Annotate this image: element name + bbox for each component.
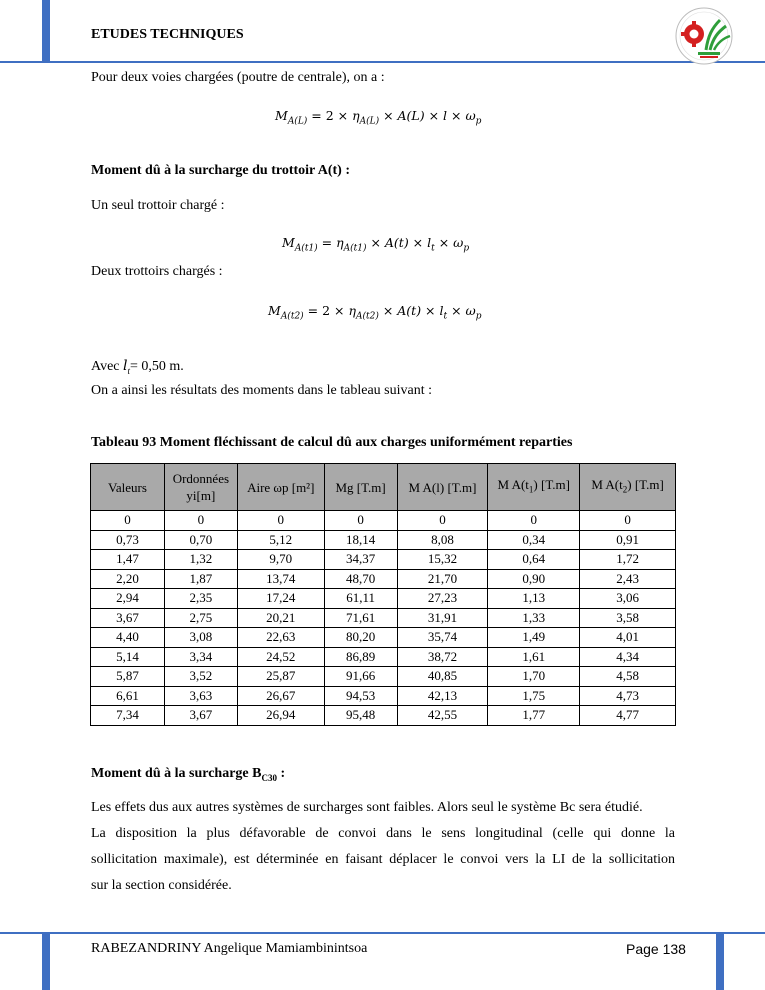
table-cell: 26,94 bbox=[237, 706, 324, 726]
table-cell: 40,85 bbox=[397, 667, 488, 687]
paragraph-bc30 bbox=[91, 795, 675, 899]
table-cell: 2,43 bbox=[580, 569, 676, 589]
table-row bbox=[91, 569, 676, 589]
table-cell: 0,34 bbox=[488, 530, 580, 550]
table-cell: 2,94 bbox=[91, 589, 165, 609]
table-cell: 1,13 bbox=[488, 589, 580, 609]
table-cell: 0 bbox=[580, 511, 676, 531]
table-row bbox=[91, 530, 676, 550]
footer-author: RABEZANDRINY Angelique Mamiambinintsoa bbox=[91, 941, 368, 956]
table-cell: 31,91 bbox=[397, 608, 488, 628]
paragraph-line: sollicitation maximale), est déterminée en faisant déplacer le convoi vers la LI de la sollicitation bbox=[91, 852, 675, 867]
table-cell: 0,90 bbox=[488, 569, 580, 589]
table-cell: 4,40 bbox=[91, 628, 165, 648]
table-cell: 1,87 bbox=[164, 569, 237, 589]
text-resultats: On a ainsi les résultats des moments dans le tableau suivant : bbox=[91, 383, 432, 398]
table-cell: 20,21 bbox=[237, 608, 324, 628]
table-cell: 38,72 bbox=[397, 647, 488, 667]
table-cell: 3,52 bbox=[164, 667, 237, 687]
table-cell: 4,34 bbox=[580, 647, 676, 667]
table-cell: 0 bbox=[488, 511, 580, 531]
intro-text: Pour deux voies chargées (poutre de centrale), on a : bbox=[91, 70, 385, 85]
col-header-valeurs: Valeurs bbox=[91, 464, 165, 511]
table-cell: 1,75 bbox=[488, 686, 580, 706]
table-cell: 24,52 bbox=[237, 647, 324, 667]
table-cell: 3,34 bbox=[164, 647, 237, 667]
table-cell: 26,67 bbox=[237, 686, 324, 706]
table-cell: 3,67 bbox=[91, 608, 165, 628]
table-cell: 42,13 bbox=[397, 686, 488, 706]
header-left-bar bbox=[42, 0, 50, 62]
table-cell: 6,61 bbox=[91, 686, 165, 706]
footer-right-bar bbox=[716, 933, 724, 990]
formula-moment-At2: $M_{A(t2)} = 2 \times \eta_{A(t2)} \times A(t) \times l_t \times \omega_p$ bbox=[268, 303, 482, 322]
table-cell: 2,75 bbox=[164, 608, 237, 628]
table-cell: 0 bbox=[91, 511, 165, 531]
table-row bbox=[91, 667, 676, 687]
footer-page-number: Page 138 bbox=[626, 941, 686, 957]
table-cell: 0 bbox=[237, 511, 324, 531]
paragraph-line: La disposition la plus défavorable de convoi dans le sens longitudinal (celle qui donne la bbox=[91, 826, 675, 841]
table-cell: 3,67 bbox=[164, 706, 237, 726]
table-cell: 3,06 bbox=[580, 589, 676, 609]
formula-moment-AL: $M_{A(L)} = 2 \times \eta_{A(L)} \times A(L) \times l \times \omega_p$ bbox=[275, 108, 482, 127]
table-cell: 35,74 bbox=[397, 628, 488, 648]
text-avec-lt: Avec $l_t= 0,50$ m. bbox=[91, 358, 184, 376]
table-caption: Tableau 93 Moment fléchissant de calcul dû aux charges uniformément reparties bbox=[91, 435, 573, 450]
table-row bbox=[91, 589, 676, 609]
table-cell: 2,35 bbox=[164, 589, 237, 609]
table-cell: 21,70 bbox=[397, 569, 488, 589]
table-cell: 5,87 bbox=[91, 667, 165, 687]
table-cell: 1,49 bbox=[488, 628, 580, 648]
footer-rule bbox=[0, 932, 765, 934]
table-cell: 4,58 bbox=[580, 667, 676, 687]
header-rule bbox=[0, 61, 765, 63]
table-cell: 17,24 bbox=[237, 589, 324, 609]
table-cell: 9,70 bbox=[237, 550, 324, 570]
table-cell: 4,01 bbox=[580, 628, 676, 648]
table-cell: 1,33 bbox=[488, 608, 580, 628]
col-header-ordonnees: Ordonnées yi[m] bbox=[164, 464, 237, 511]
table-cell: 3,58 bbox=[580, 608, 676, 628]
text-seul-trottoir: Un seul trottoir chargé : bbox=[91, 198, 225, 213]
heading-bc30: Moment dû à la surcharge $B_{C30}$ : bbox=[91, 766, 286, 783]
col-header-mg: Mg [T.m] bbox=[324, 464, 397, 511]
table-cell: 13,74 bbox=[237, 569, 324, 589]
table-cell: 80,20 bbox=[324, 628, 397, 648]
table-cell: 1,77 bbox=[488, 706, 580, 726]
table-cell: 0,64 bbox=[488, 550, 580, 570]
table-cell: 91,66 bbox=[324, 667, 397, 687]
table-cell: 0 bbox=[164, 511, 237, 531]
table-row bbox=[91, 608, 676, 628]
table-cell: 22,63 bbox=[237, 628, 324, 648]
table-cell: 25,87 bbox=[237, 667, 324, 687]
table-cell: 0,73 bbox=[91, 530, 165, 550]
table-cell: 95,48 bbox=[324, 706, 397, 726]
formula-moment-At1: $M_{A(t1)} = \eta_{A(t1)} \times A(t) \times l_t \times \omega_p$ bbox=[282, 235, 470, 254]
col-header-mal: M A(l) [T.m] bbox=[397, 464, 488, 511]
table-cell: 86,89 bbox=[324, 647, 397, 667]
table-cell: 27,23 bbox=[397, 589, 488, 609]
table-header-row bbox=[91, 464, 676, 511]
table-cell: 5,14 bbox=[91, 647, 165, 667]
moments-table bbox=[90, 463, 676, 726]
paragraph-line: sur la section considérée. bbox=[91, 878, 232, 893]
footer-left-bar bbox=[42, 933, 50, 990]
table-cell: 1,32 bbox=[164, 550, 237, 570]
table-cell: 3,08 bbox=[164, 628, 237, 648]
table-cell: 1,61 bbox=[488, 647, 580, 667]
table-cell: 71,61 bbox=[324, 608, 397, 628]
table-cell: 61,11 bbox=[324, 589, 397, 609]
table-cell: 0,91 bbox=[580, 530, 676, 550]
table-cell: 15,32 bbox=[397, 550, 488, 570]
table-cell: 94,53 bbox=[324, 686, 397, 706]
table-cell: 18,14 bbox=[324, 530, 397, 550]
table-cell: 48,70 bbox=[324, 569, 397, 589]
table-cell: 8,08 bbox=[397, 530, 488, 550]
table-cell: 2,20 bbox=[91, 569, 165, 589]
table-cell: 42,55 bbox=[397, 706, 488, 726]
table-row bbox=[91, 550, 676, 570]
table-cell: 1,47 bbox=[91, 550, 165, 570]
table-row bbox=[91, 647, 676, 667]
table-cell: 7,34 bbox=[91, 706, 165, 726]
table-cell: 4,77 bbox=[580, 706, 676, 726]
table-cell: 1,72 bbox=[580, 550, 676, 570]
page-header-title: ETUDES TECHNIQUES bbox=[91, 27, 244, 42]
table-cell: 0 bbox=[324, 511, 397, 531]
table-row bbox=[91, 706, 676, 726]
paragraph-line: Les effets dus aux autres systèmes de surcharges sont faibles. Alors seul le système Bc sera étudié. bbox=[91, 800, 643, 815]
table-cell: 3,63 bbox=[164, 686, 237, 706]
table-row bbox=[91, 686, 676, 706]
col-header-mat2: M $A(t_2)$ [T.m] bbox=[580, 464, 676, 511]
table-cell: 34,37 bbox=[324, 550, 397, 570]
table-cell: 1,70 bbox=[488, 667, 580, 687]
table-cell: 0 bbox=[397, 511, 488, 531]
table-row bbox=[91, 511, 676, 531]
heading-trottoir: Moment dû à la surcharge du trottoir A(t) : bbox=[91, 163, 350, 178]
text-deux-trottoirs: Deux trottoirs chargés : bbox=[91, 264, 223, 279]
col-header-mat1: M $A(t_1)$ [T.m] bbox=[488, 464, 580, 511]
table-cell: 0,70 bbox=[164, 530, 237, 550]
table-row bbox=[91, 628, 676, 648]
col-header-aire: Aire ωp [m²] bbox=[237, 464, 324, 511]
table-cell: 5,12 bbox=[237, 530, 324, 550]
university-logo bbox=[668, 6, 740, 66]
table-cell: 4,73 bbox=[580, 686, 676, 706]
